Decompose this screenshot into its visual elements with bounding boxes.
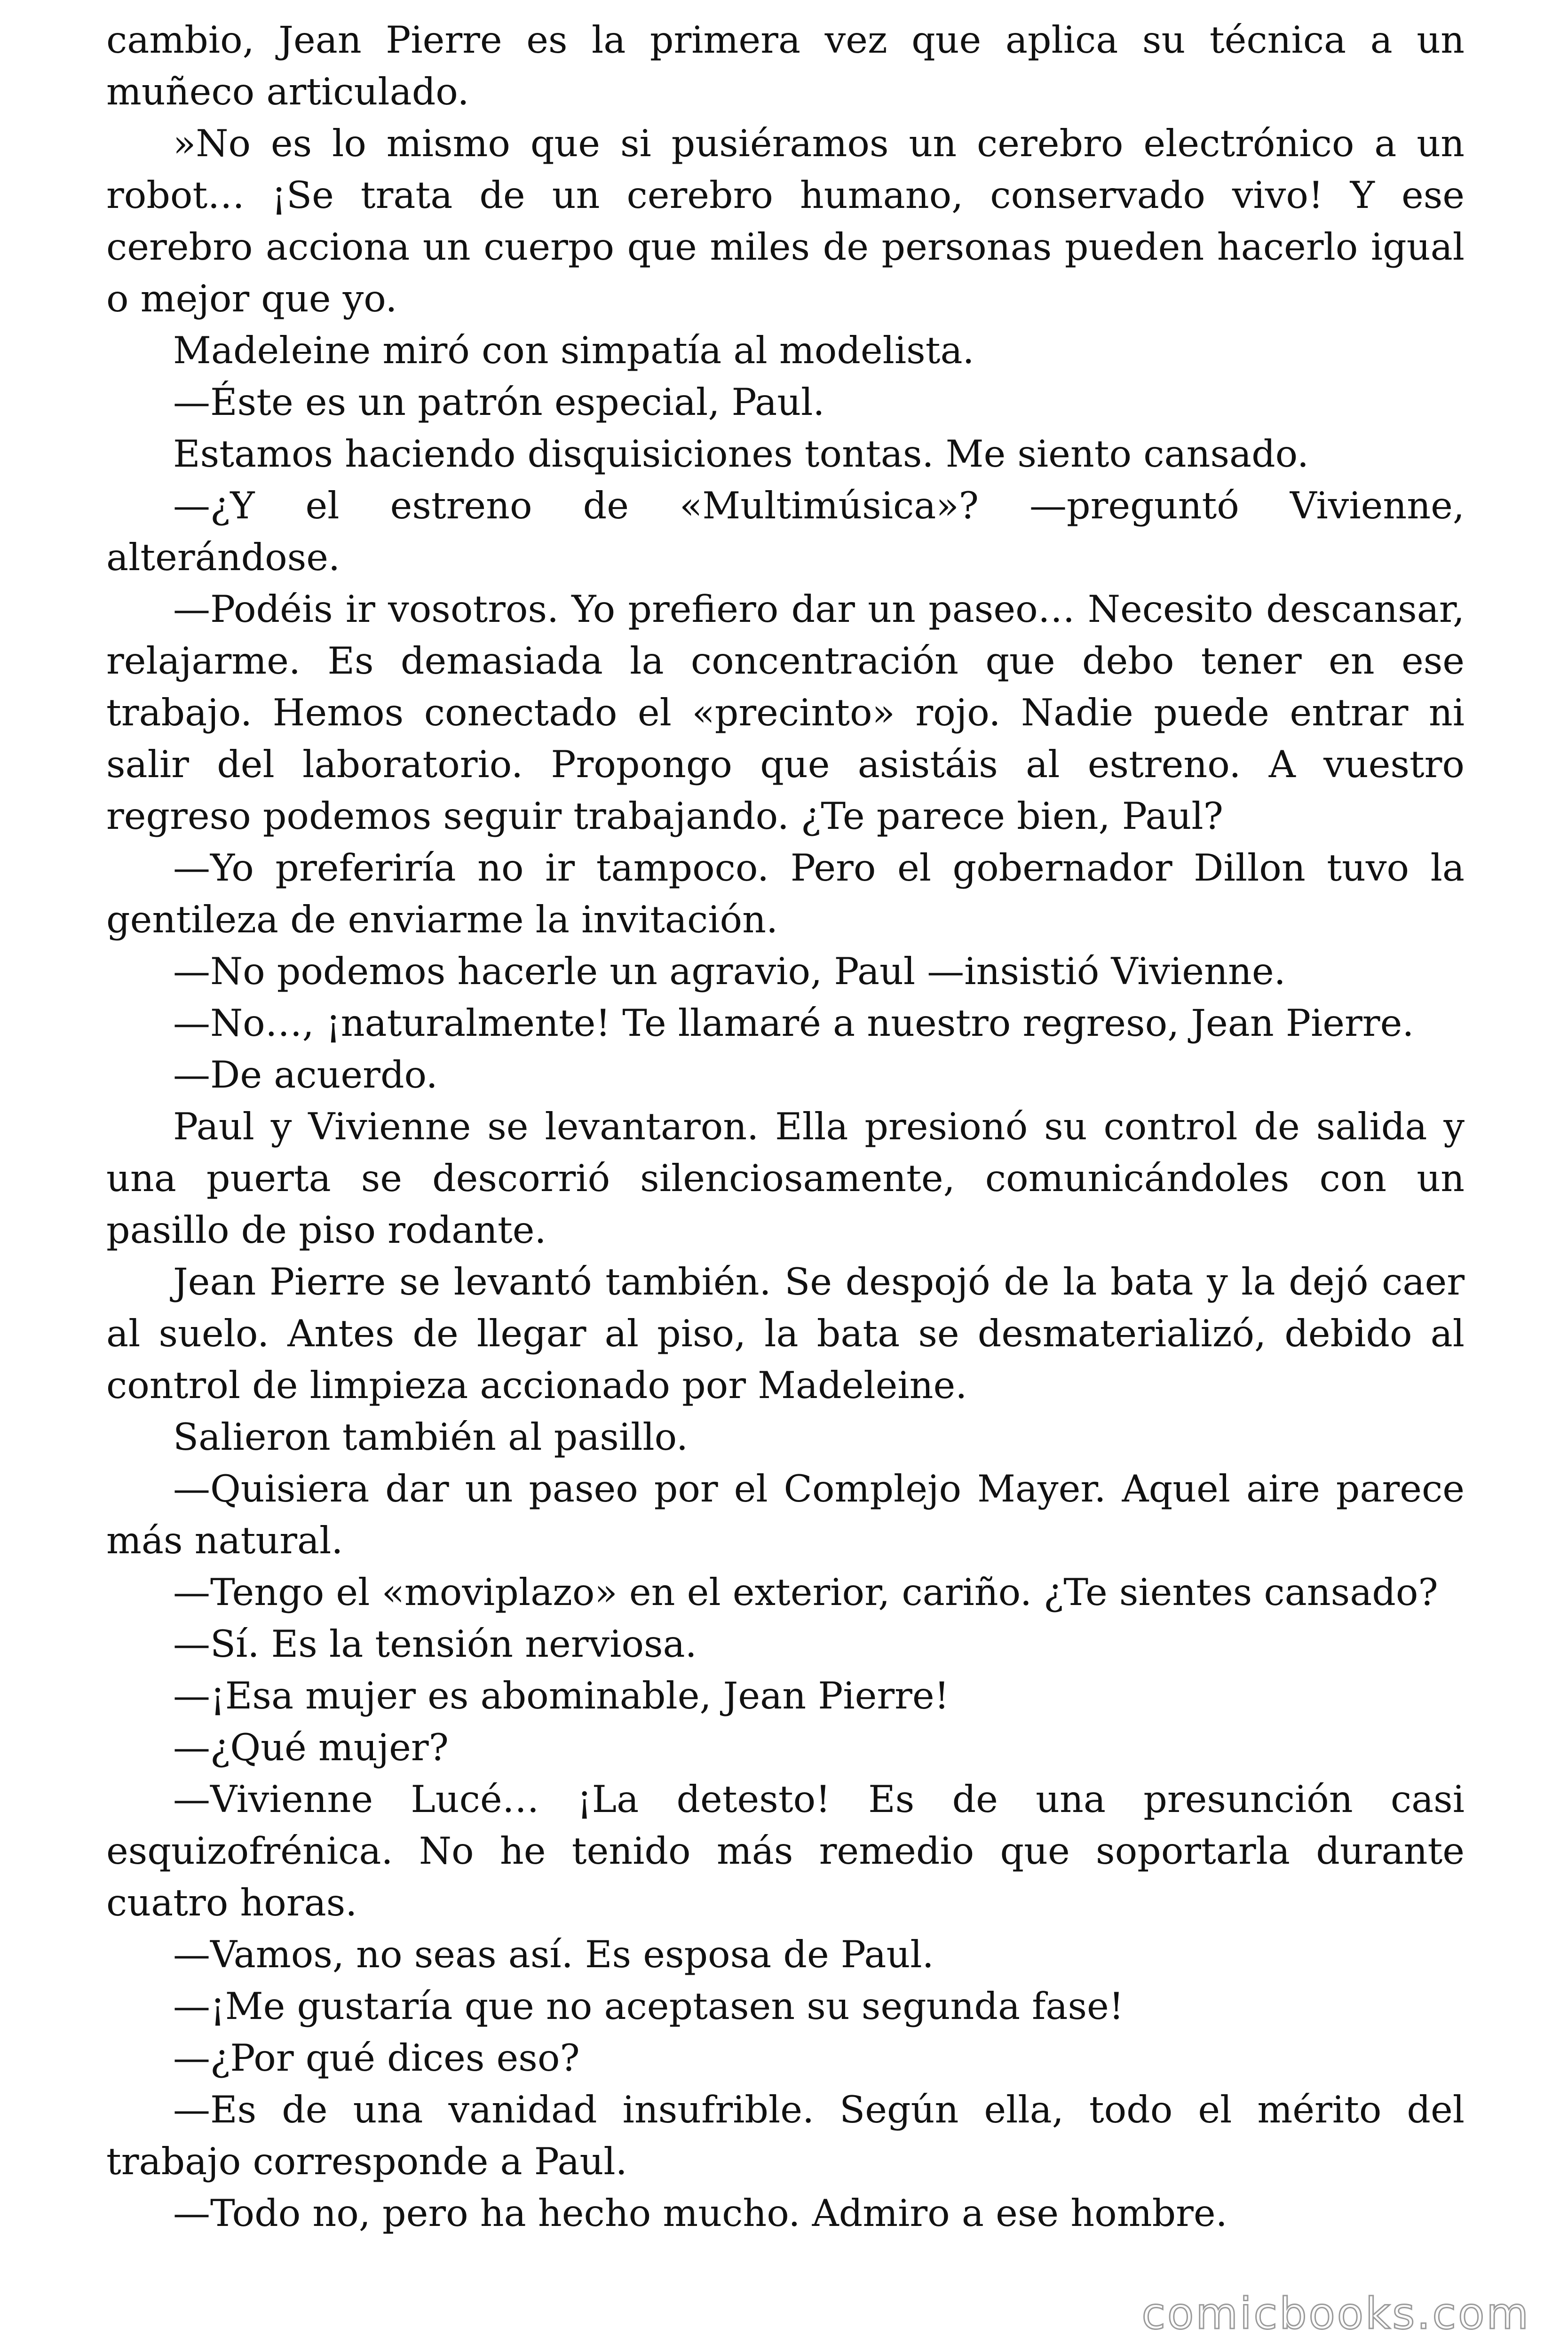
paragraph: Salieron también al pasillo. (173, 1415, 688, 1459)
paragraph: —¿Y el estreno de «Multimúsica»? —preguntó Vivienne, alterándose. (106, 484, 1465, 579)
paragraph: —¡Esa mujer es abominable, Jean Pierre! (173, 1674, 950, 1717)
paragraph: Paul y Vivienne se levantaron. Ella presionó su control de salida y una puerta se descorrió silenciosamente, comunicándoles con un pasillo de piso rodante. (106, 1105, 1465, 1252)
paragraph: —No…, ¡naturalmente! Te llamaré a nuestro regreso, Jean Pierre. (173, 1001, 1414, 1045)
paragraph: —Éste es un patrón especial, Paul. (173, 381, 825, 424)
paragraph: —Sí. Es la tensión nerviosa. (173, 1622, 697, 1666)
paragraph: Estamos haciendo disquisiciones tontas. Me siento cansado. (173, 432, 1309, 476)
paragraph: —Tengo el «moviplazo» en el exterior, cariño. ¿Te sientes cansado? (173, 1571, 1438, 1614)
paragraph: —Podéis ir vosotros. Yo prefiero dar un paseo… Necesito descansar, relajarme. Es demasiada la concentración que debo tener en ese trabajo. Hemos conectado el «precinto» rojo. Nadie puede entrar ni salir del laboratorio. Propongo que asistáis al estreno. A vuestro regreso podemos seguir trabajando. ¿Te parece bien, Paul? (106, 588, 1465, 838)
paragraph: —Quisiera dar un paseo por el Complejo Mayer. Aquel aire parece más natural. (106, 1467, 1465, 1562)
paragraph: —¡Me gustaría que no aceptasen su segunda fase! (173, 1985, 1124, 2028)
paragraph: —¿Por qué dices eso? (173, 2036, 580, 2080)
watermark: comicbooks.com (1141, 2288, 1530, 2339)
paragraph: —Todo no, pero ha hecho mucho. Admiro a ese hombre. (173, 2192, 1227, 2235)
paragraph: Madeleine miró con simpatía al modelista. (173, 329, 974, 372)
paragraph: »No es lo mismo que si pusiéramos un cerebro electrónico a un robot… ¡Se trata de un cerebro humano, conservado vivo! Y ese cerebro acciona un cuerpo que miles de personas pueden hacerlo igual o mejor que yo. (106, 122, 1465, 320)
paragraph: Jean Pierre se levantó también. Se despojó de la bata y la dejó caer al suelo. Antes de llegar al piso, la bata se desmaterializó, debido al control de limpieza accionado por Madeleine. (106, 1260, 1465, 1407)
paragraph: —Vivienne Lucé… ¡La detesto! Es de una presunción casi esquizofrénica. No he tenido más remedio que soportarla durante cuatro horas. (106, 1778, 1465, 1924)
paragraph: —No podemos hacerle un agravio, Paul —insistió Vivienne. (173, 950, 1286, 993)
paragraph: —De acuerdo. (173, 1053, 438, 1097)
paragraph: —Es de una vanidad insufrible. Según ella, todo el mérito del trabajo corresponde a Paul. (106, 2088, 1465, 2183)
book-page-text (106, 14, 1465, 2239)
paragraph: —¿Qué mujer? (173, 1726, 449, 1769)
paragraph: —Vamos, no seas así. Es esposa de Paul. (173, 1933, 934, 1976)
paragraph: cambio, Jean Pierre es la primera vez que aplica su técnica a un muñeco articulado. (106, 18, 1465, 113)
paragraph: —Yo preferiría no ir tampoco. Pero el gobernador Dillon tuvo la gentileza de enviarme la invitación. (106, 846, 1465, 941)
